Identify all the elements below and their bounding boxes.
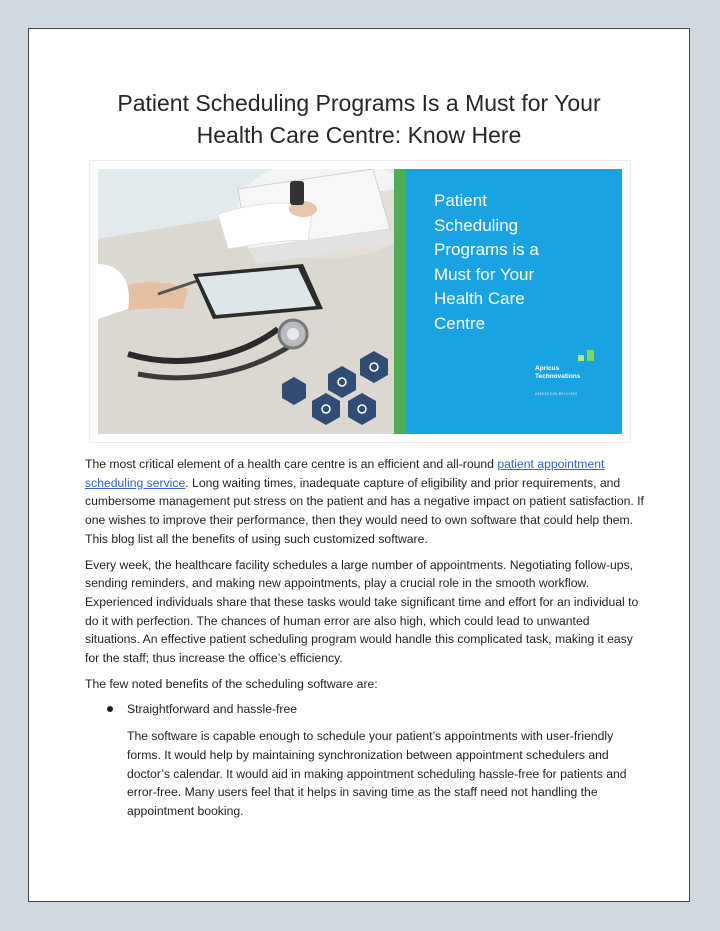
list-item	[85, 700, 645, 719]
accent-bar	[394, 169, 406, 434]
photo-illustration	[98, 169, 394, 434]
page-title	[29, 87, 689, 151]
intro-text-start: The most critical element of a health care centre is an efficient and all-round	[85, 457, 498, 471]
logo-line: Apricus	[535, 365, 560, 372]
patient-scheduling-link[interactable]: patient appointment scheduling service	[85, 457, 605, 490]
hero-heading-line: Programs is a	[434, 240, 539, 260]
hero-heading	[434, 189, 614, 337]
logo-line: Technovations	[535, 373, 581, 380]
company-logo	[535, 350, 615, 396]
article-body	[85, 455, 645, 828]
logo-tagline: #MEDICALBILLING	[535, 391, 578, 396]
hero-heading-line: Scheduling	[434, 215, 519, 235]
title-line-1: Patient Scheduling Programs Is a Must for Your	[117, 90, 601, 116]
hero-heading-line: Must for Your	[434, 264, 535, 284]
intro-text-end: . Long waiting times, inadequate capture of eligibility and prior requirements, and cumbersome management put stress on the patient and has a negative impact on patient satisfaction. If one wishes to improve their performance, then they would need to own software that could help them. This blog list all the benefits of using such customized software.	[85, 475, 644, 546]
hero-heading-line: Patient	[434, 191, 487, 210]
hero-heading-line: Health Care	[434, 289, 525, 309]
bullet-icon	[107, 706, 113, 712]
title-line-2: Health Care Centre: Know Here	[196, 122, 522, 148]
hero-blue-panel	[394, 169, 622, 434]
paragraph-benefits-intro: The few noted benefits of the scheduling software are:	[85, 676, 378, 691]
paragraph-intro	[85, 455, 645, 549]
bullet-label: Straightforward and hassle-free	[127, 702, 298, 717]
logo-mark-icon	[578, 350, 615, 362]
hero-image	[90, 161, 630, 442]
doctor-desk-photo	[98, 169, 394, 434]
hero-heading-line: Centre	[434, 313, 486, 333]
document-page	[28, 28, 690, 902]
paragraph-weekly: Every week, the healthcare facility schedules a large number of appointments. Negotiating follow-ups, sending reminders, and making new appointments, play a crucial role in the smooth workflow. Experienced individuals share that these tasks would take significant time and effort for an individual to do it with perfection. The chances of human error are also high, which could lead to unwanted situations. An effective patient scheduling program would handle this complicated task, making it easy for the staff; thus increase the office’s efficiency.	[85, 557, 639, 666]
logo-text	[535, 365, 615, 381]
bullet-description: The software is capable enough to schedule your patient’s appointments with user-friendly forms. It would help by maintaining synchronization between appointment schedulers and doctor’s calendar. It would aid in making appointment scheduling hassle-free for patients and error-free. Many users feel that it helps in saving time as the staff need not handling the appointment booking.	[127, 729, 627, 818]
